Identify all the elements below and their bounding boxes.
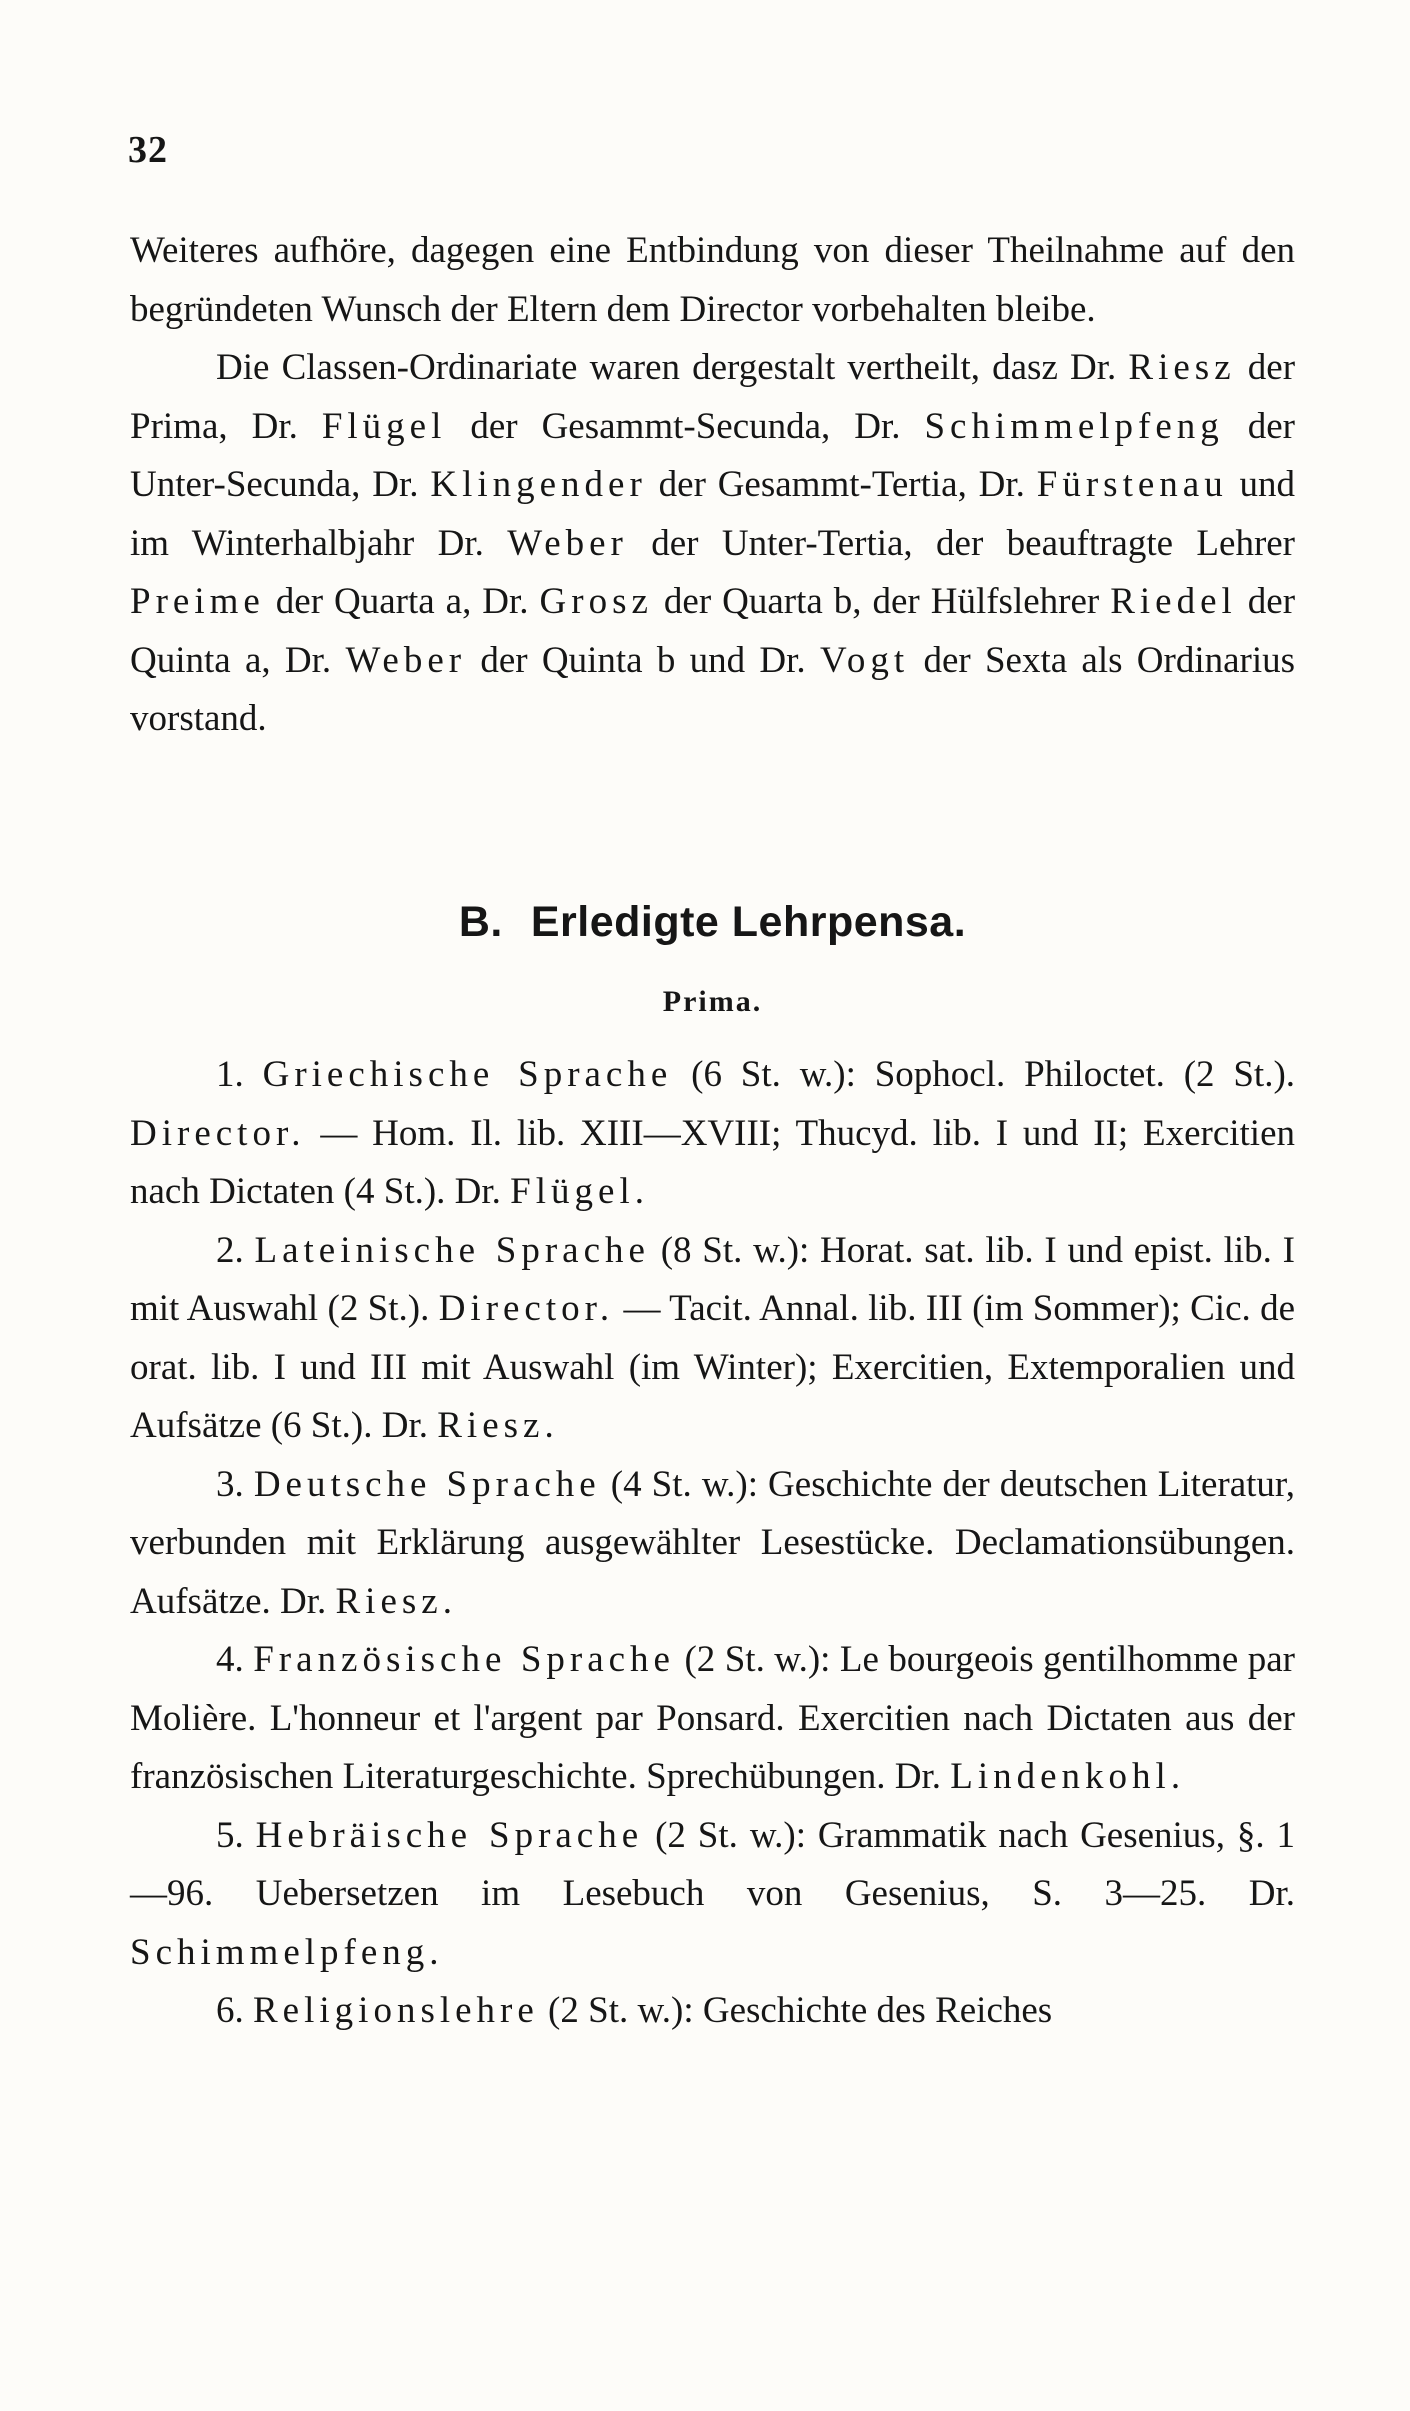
p2-text-g: der Unter-Tertia, der beauftragte Lehrer	[651, 522, 1296, 564]
subject-entry	[130, 1807, 1295, 1983]
subject-number: 6.	[216, 1990, 244, 2031]
subject-name: Lateinische Sprache	[254, 1229, 650, 1271]
subject-number: 4.	[216, 1639, 244, 1680]
intro-paragraph-2	[130, 339, 1295, 749]
subject-entry	[130, 1631, 1295, 1807]
subject-text: (6 St. w.): Sophocl. Philoctet. (2 St.).	[691, 1054, 1296, 1095]
teacher-schimmelpfeng: Schimmelpfeng	[924, 405, 1224, 447]
section-title: Erledigte Lehrpensa.	[530, 898, 967, 946]
subject-teacher: Lindenkohl.	[950, 1756, 1186, 1797]
subject-text: (2 St. w.): Le bourgeois gentilhomme par Molière. L'honneur et l'argent par Ponsard. Exercitien nach Dictaten aus der französischen Literaturgeschichte. Sprechübungen. Dr.	[130, 1639, 1295, 1797]
subject-teacher: Director.	[130, 1112, 306, 1154]
teacher-weber-2: Weber	[345, 639, 467, 681]
intro-paragraph-1: Weiteres aufhöre, dagegen eine Entbindung von dieser Theilnahme auf den begründeten Wunsch der Eltern dem Director vorbehalten bleibe.	[130, 230, 1295, 330]
p2-text-a: Die Classen-Ordinariate waren dergestalt vertheilt, dasz Dr.	[216, 347, 1117, 388]
p2-text-d: der Unter-Secunda, Dr.	[130, 405, 1295, 505]
teacher-klingender: Klingender	[430, 464, 647, 505]
subject-name: Französische Sprache	[253, 1639, 675, 1680]
subject-teacher-2: Flügel.	[510, 1171, 649, 1212]
subject-name: Deutsche Sprache	[253, 1463, 601, 1505]
teacher-fluegel: Flügel	[321, 405, 447, 447]
teacher-preime: Preime	[130, 581, 265, 622]
p2-text-j: der Quinta a, Dr.	[130, 581, 1296, 681]
teacher-grosz: Grosz	[539, 581, 653, 622]
subject-text: (2 St. w.): Grammatik nach Gesenius, §. 1—96. Uebersetzen im Lesebuch von Gesenius, S. 3—25. Dr.	[130, 1814, 1296, 1914]
subject-entry	[130, 1222, 1295, 1456]
section-heading	[130, 898, 1295, 947]
subject-number: 3.	[216, 1463, 244, 1505]
teacher-vogt: Vogt	[819, 639, 910, 681]
teacher-riesz: Riesz	[1128, 347, 1236, 388]
teacher-fuerstenau: Fürstenau	[1036, 464, 1228, 505]
p2-text-c: der Gesammt-Secunda, Dr.	[470, 405, 901, 447]
subject-teacher: Riesz.	[335, 1580, 457, 1622]
intro-text	[130, 222, 1295, 749]
p2-text-l: der Sexta als Ordinarius vorstand.	[130, 639, 1296, 739]
p2-text-f: und im Winterhalbjahr Dr.	[130, 464, 1296, 564]
teacher-riedel: Riedel	[1110, 581, 1237, 622]
p2-text-k: der Quinta b und Dr.	[480, 639, 806, 681]
subject-teacher-2: Riesz.	[437, 1405, 559, 1446]
subject-name: Griechische Sprache	[262, 1054, 673, 1095]
class-subheading: Prima.	[662, 985, 763, 1018]
p2-text-b: der Prima, Dr.	[130, 347, 1296, 447]
page-number: 32	[128, 129, 168, 171]
subject-text: (2 St. w.): Geschichte des Reiches	[548, 1990, 1053, 2031]
subject-entry	[130, 1456, 1295, 1632]
subject-name: Hebräische Sprache	[255, 1814, 644, 1856]
subject-text: (4 St. w.): Geschichte der deutschen Literatur, verbunden mit Erklärung ausgewählter Lesestücke. Declamationsübungen. Aufsätze. Dr.	[130, 1463, 1295, 1622]
subject-teacher: Director.	[438, 1288, 615, 1329]
subject-text-cont: — Tacit. Annal. lib. III (im Sommer); Cic. de orat. lib. I und III mit Auswahl (im Winter); Exercitien, Extemporalien und Aufsätze (6 St.). Dr.	[130, 1288, 1296, 1446]
subject-entry	[130, 1046, 1295, 1222]
p2-text-e: der Gesammt-Tertia, Dr.	[658, 464, 1025, 505]
p2-text-h: der Quarta a, Dr.	[275, 581, 529, 622]
subject-name: Religionslehre	[253, 1990, 539, 2031]
section-letter: B.	[458, 898, 503, 946]
subject-entry	[130, 1982, 1295, 2041]
subject-number: 2.	[216, 1229, 244, 1271]
subject-number: 1.	[216, 1054, 244, 1095]
subject-text: (8 St. w.): Horat. sat. lib. I und epist. lib. I mit Auswahl (2 St.).	[130, 1229, 1296, 1329]
subject-list	[130, 1046, 1295, 2041]
subject-number: 5.	[216, 1814, 244, 1856]
teacher-weber-1: Weber	[507, 522, 628, 564]
subject-teacher: Schimmelpfeng.	[130, 1931, 444, 1973]
p2-text-i: der Quarta b, der Hülfslehrer	[663, 581, 1100, 622]
subject-text-cont: — Hom. Il. lib. XIII—XVIII; Thucyd. lib. I und II; Exercitien nach Dictaten (4 St.). Dr.	[130, 1112, 1296, 1212]
